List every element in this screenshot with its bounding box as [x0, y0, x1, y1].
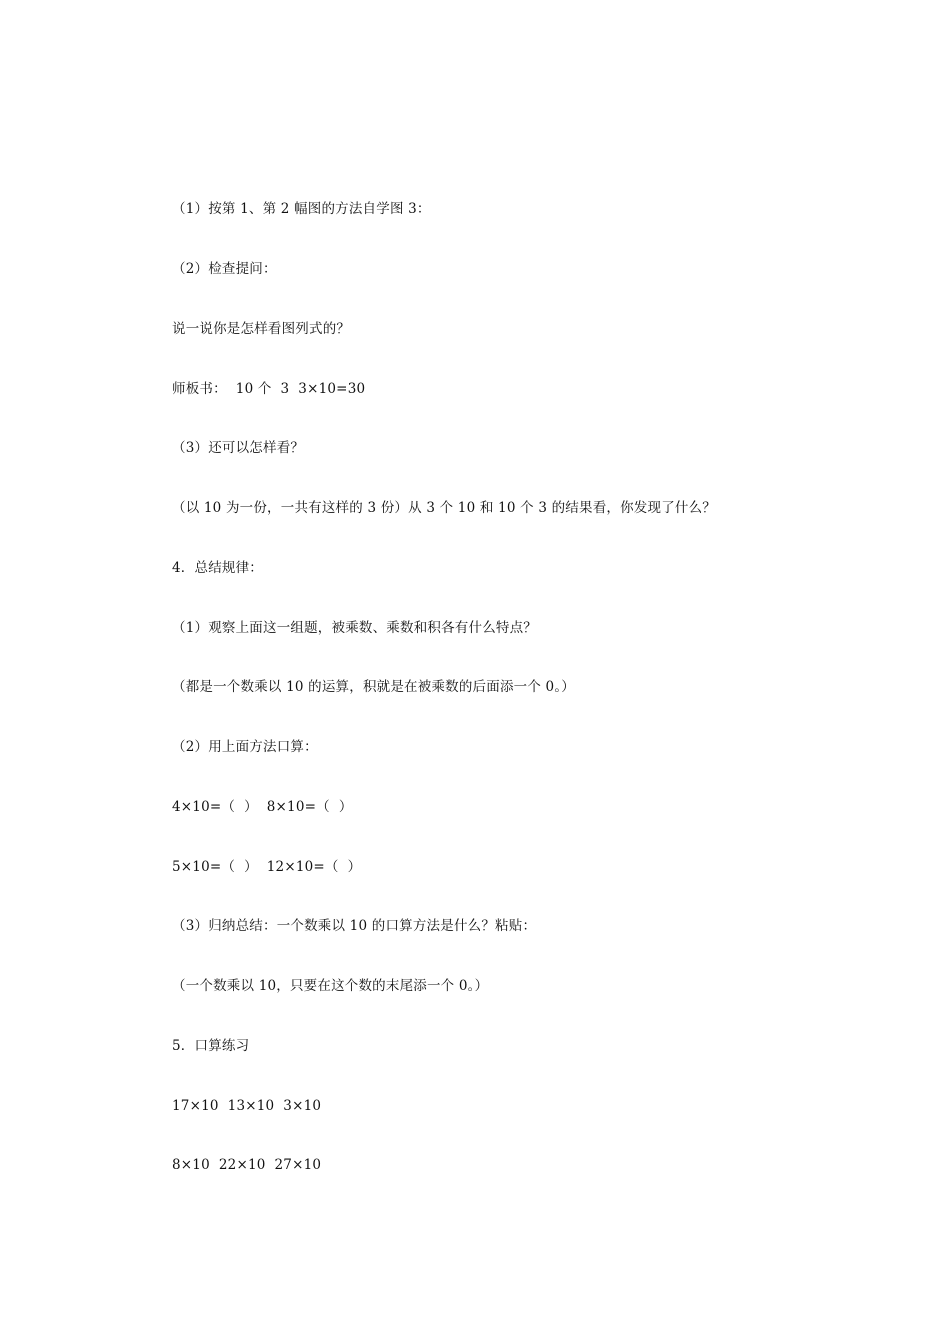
text-line-answer: （都是一个数乘以 10 的运算，积就是在被乘数的后面添一个 0。）	[172, 679, 575, 695]
text-line-observation: （以 10 为一份，一共有这样的 3 份）从 3 个 10 和 10 个 3 的结果看，你发现了什么？	[172, 500, 716, 516]
exercise-line-2: 5×10=（ ） 12×10=（ ）	[172, 859, 362, 875]
section-heading-summary: 4．总结规律：	[172, 560, 263, 576]
exercise-line-1: 4×10=（ ） 8×10=（ ）	[172, 799, 353, 815]
text-line-mental-calc: （2）用上面方法口算：	[172, 739, 318, 755]
text-line-observe: （1）观察上面这一组题，被乘数、乘数和积各有什么特点？	[172, 620, 537, 636]
text-line-question: 说一说你是怎样看图列式的？	[172, 321, 351, 337]
practice-line-1: 17×10 13×10 3×10	[172, 1098, 322, 1114]
section-heading-practice: 5．口算练习	[172, 1038, 250, 1054]
text-line-rule: （一个数乘以 10，只要在这个数的末尾添一个 0。）	[172, 978, 489, 994]
text-line-board: 师板书： 10 个 3 3×10=30	[172, 381, 366, 397]
text-line-step-1-self-study: （1）按第 1、第 2 幅图的方法自学图 3：	[172, 201, 431, 217]
practice-line-2: 8×10 22×10 27×10	[172, 1157, 322, 1173]
text-line-conclusion: （3）归纳总结：一个数乘以 10 的口算方法是什么？粘贴：	[172, 918, 537, 934]
text-line-step-3: （3）还可以怎样看？	[172, 440, 305, 456]
text-line-step-2-check: （2）检查提问：	[172, 261, 277, 277]
